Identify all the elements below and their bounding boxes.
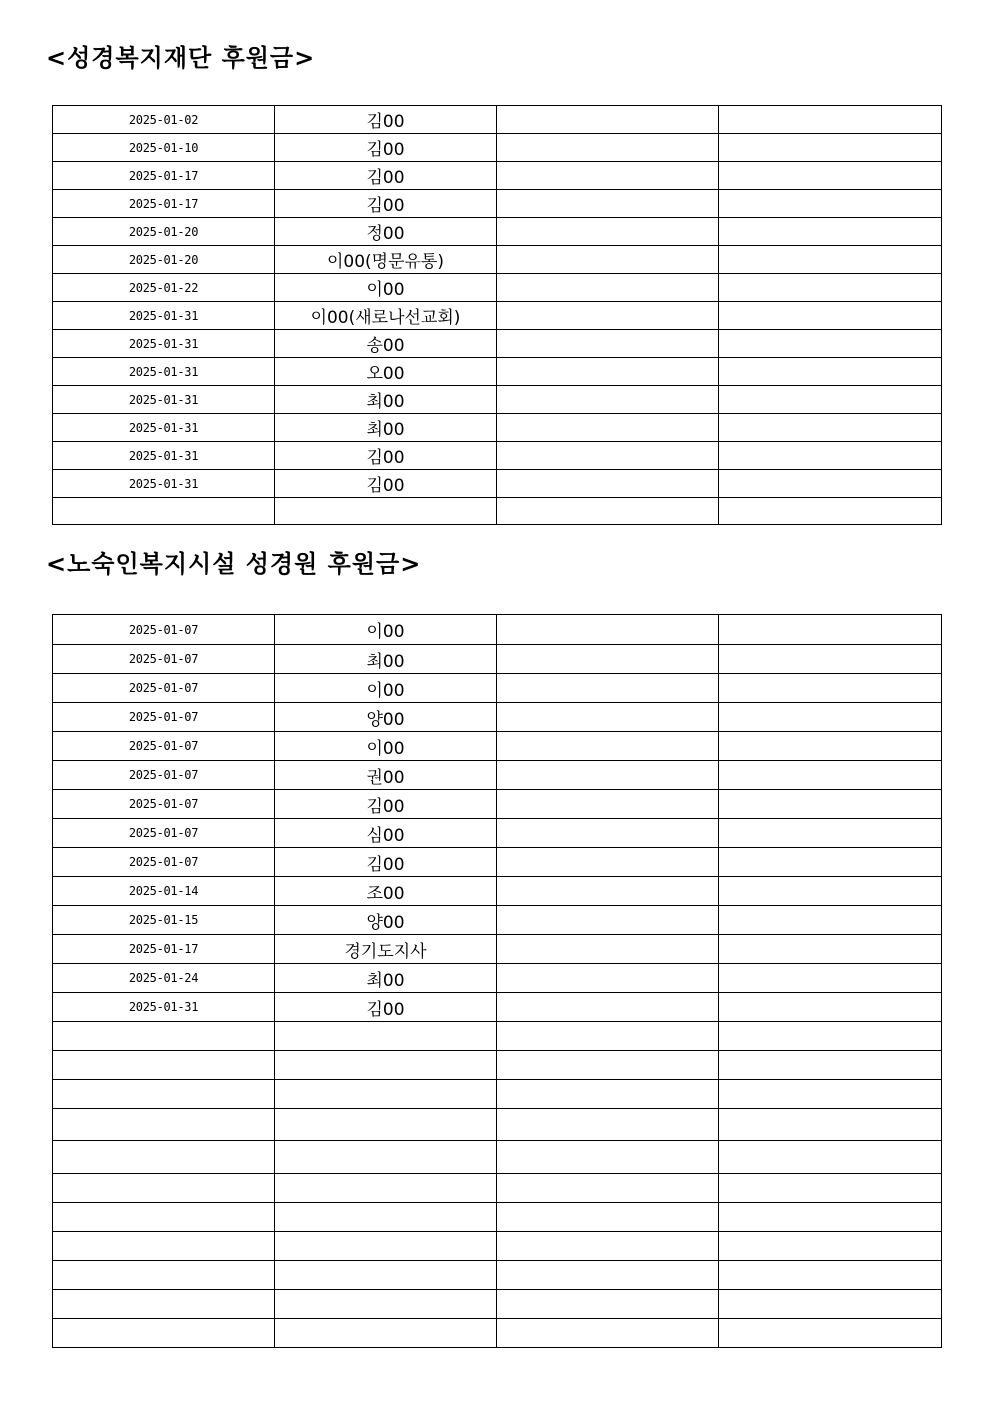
donor-cell: 양00 xyxy=(275,906,497,935)
date-cell: 2025-01-15 xyxy=(53,906,275,935)
date-cell xyxy=(53,1080,275,1109)
empty-cell xyxy=(719,1109,942,1141)
date-cell: 2025-01-24 xyxy=(53,964,275,993)
empty-cell xyxy=(497,1261,719,1290)
date-cell: 2025-01-07 xyxy=(53,819,275,848)
date-cell xyxy=(53,1203,275,1232)
table-row xyxy=(53,1203,942,1232)
donor-cell xyxy=(275,1051,497,1080)
donor-cell xyxy=(275,1022,497,1051)
table-row xyxy=(53,190,942,218)
donor-cell: 양00 xyxy=(275,703,497,732)
donor-cell: 김00 xyxy=(275,993,497,1022)
empty-cell xyxy=(719,302,942,330)
empty-cell xyxy=(719,1319,942,1348)
table-row xyxy=(53,1319,942,1348)
date-cell: 2025-01-31 xyxy=(53,470,275,498)
empty-cell xyxy=(497,414,719,442)
empty-cell xyxy=(719,1051,942,1080)
date-cell: 2025-01-07 xyxy=(53,615,275,645)
empty-cell xyxy=(719,819,942,848)
empty-cell xyxy=(497,470,719,498)
donor-cell: 김00 xyxy=(275,162,497,190)
table-row xyxy=(53,761,942,790)
date-cell: 2025-01-31 xyxy=(53,993,275,1022)
date-cell: 2025-01-31 xyxy=(53,442,275,470)
donor-cell: 이00 xyxy=(275,274,497,302)
date-cell: 2025-01-07 xyxy=(53,761,275,790)
empty-cell xyxy=(719,790,942,819)
table-row xyxy=(53,498,942,525)
date-cell xyxy=(53,1141,275,1174)
empty-cell xyxy=(719,274,942,302)
empty-cell xyxy=(719,1261,942,1290)
empty-cell xyxy=(719,1290,942,1319)
table-row xyxy=(53,732,942,761)
donor-cell: 김00 xyxy=(275,442,497,470)
donor-cell xyxy=(275,1109,497,1141)
date-cell xyxy=(53,1261,275,1290)
empty-cell xyxy=(497,674,719,703)
donor-cell xyxy=(275,1203,497,1232)
empty-cell xyxy=(719,358,942,386)
donor-cell: 최00 xyxy=(275,645,497,674)
date-cell xyxy=(53,498,275,525)
table-row xyxy=(53,1022,942,1051)
empty-cell xyxy=(719,732,942,761)
section-title: <노숙인복지시설 성경원 후원금> xyxy=(46,550,422,578)
table-row xyxy=(53,964,942,993)
donor-cell xyxy=(275,498,497,525)
empty-cell xyxy=(497,302,719,330)
empty-cell xyxy=(497,935,719,964)
date-cell: 2025-01-07 xyxy=(53,790,275,819)
donor-cell: 조00 xyxy=(275,877,497,906)
date-cell: 2025-01-07 xyxy=(53,645,275,674)
donor-cell: 이00 xyxy=(275,674,497,703)
empty-cell xyxy=(719,1080,942,1109)
donor-cell: 정00 xyxy=(275,218,497,246)
donor-cell xyxy=(275,1232,497,1261)
empty-cell xyxy=(497,1232,719,1261)
table-row xyxy=(53,386,942,414)
empty-cell xyxy=(497,1109,719,1141)
table-row xyxy=(53,358,942,386)
donor-cell: 송00 xyxy=(275,330,497,358)
empty-cell xyxy=(497,848,719,877)
empty-cell xyxy=(497,218,719,246)
table-row xyxy=(53,645,942,674)
empty-cell xyxy=(719,134,942,162)
table-row xyxy=(53,1080,942,1109)
table-row xyxy=(53,218,942,246)
empty-cell xyxy=(497,386,719,414)
empty-cell xyxy=(719,645,942,674)
table-row xyxy=(53,470,942,498)
donor-cell: 최00 xyxy=(275,964,497,993)
donor-cell xyxy=(275,1080,497,1109)
empty-cell xyxy=(719,386,942,414)
empty-cell xyxy=(719,162,942,190)
empty-cell xyxy=(497,703,719,732)
date-cell: 2025-01-14 xyxy=(53,877,275,906)
donor-cell xyxy=(275,1261,497,1290)
empty-cell xyxy=(719,761,942,790)
section-title: <성경복지재단 후원금> xyxy=(46,44,316,72)
table-row xyxy=(53,1174,942,1203)
empty-cell xyxy=(497,134,719,162)
empty-cell xyxy=(719,106,942,134)
table-row xyxy=(53,414,942,442)
date-cell: 2025-01-31 xyxy=(53,414,275,442)
empty-cell xyxy=(719,470,942,498)
empty-cell xyxy=(719,674,942,703)
table-row xyxy=(53,615,942,645)
empty-cell xyxy=(497,1174,719,1203)
date-cell: 2025-01-17 xyxy=(53,162,275,190)
empty-cell xyxy=(719,1141,942,1174)
date-cell xyxy=(53,1290,275,1319)
donor-cell: 최00 xyxy=(275,414,497,442)
date-cell: 2025-01-31 xyxy=(53,358,275,386)
table-row xyxy=(53,848,942,877)
empty-cell xyxy=(719,246,942,274)
date-cell xyxy=(53,1232,275,1261)
donor-cell: 김00 xyxy=(275,470,497,498)
empty-cell xyxy=(497,993,719,1022)
donor-cell: 김00 xyxy=(275,790,497,819)
donation-table xyxy=(52,614,942,1348)
date-cell xyxy=(53,1022,275,1051)
empty-cell xyxy=(497,330,719,358)
empty-cell xyxy=(497,790,719,819)
empty-cell xyxy=(719,1174,942,1203)
date-cell: 2025-01-31 xyxy=(53,386,275,414)
donor-cell: 오00 xyxy=(275,358,497,386)
donor-cell: 김00 xyxy=(275,848,497,877)
donor-cell: 이00(명문유통) xyxy=(275,246,497,274)
donor-cell: 경기도지사 xyxy=(275,935,497,964)
empty-cell xyxy=(497,877,719,906)
empty-cell xyxy=(719,935,942,964)
table-row xyxy=(53,162,942,190)
table-row xyxy=(53,703,942,732)
empty-cell xyxy=(719,1232,942,1261)
empty-cell xyxy=(497,274,719,302)
date-cell: 2025-01-10 xyxy=(53,134,275,162)
table-row xyxy=(53,246,942,274)
empty-cell xyxy=(719,190,942,218)
donation-table xyxy=(52,105,942,525)
empty-cell xyxy=(497,162,719,190)
empty-cell xyxy=(497,1319,719,1348)
empty-cell xyxy=(719,964,942,993)
empty-cell xyxy=(719,993,942,1022)
date-cell: 2025-01-20 xyxy=(53,218,275,246)
donor-cell: 최00 xyxy=(275,386,497,414)
empty-cell xyxy=(719,414,942,442)
empty-cell xyxy=(497,190,719,218)
empty-cell xyxy=(719,877,942,906)
empty-cell xyxy=(497,1141,719,1174)
empty-cell xyxy=(497,906,719,935)
empty-cell xyxy=(719,498,942,525)
donor-cell: 이00 xyxy=(275,615,497,645)
donor-cell: 김00 xyxy=(275,134,497,162)
empty-cell xyxy=(497,615,719,645)
date-cell: 2025-01-17 xyxy=(53,190,275,218)
empty-cell xyxy=(497,645,719,674)
empty-cell xyxy=(719,1022,942,1051)
empty-cell xyxy=(719,703,942,732)
date-cell xyxy=(53,1319,275,1348)
empty-cell xyxy=(497,246,719,274)
empty-cell xyxy=(497,442,719,470)
donor-cell: 이00(새로나선교회) xyxy=(275,302,497,330)
date-cell: 2025-01-07 xyxy=(53,848,275,877)
table-row xyxy=(53,1051,942,1080)
table-row xyxy=(53,877,942,906)
donor-cell: 김00 xyxy=(275,190,497,218)
date-cell: 2025-01-07 xyxy=(53,703,275,732)
empty-cell xyxy=(497,1203,719,1232)
table-row xyxy=(53,790,942,819)
table-row xyxy=(53,330,942,358)
date-cell: 2025-01-31 xyxy=(53,302,275,330)
table-row xyxy=(53,1290,942,1319)
donor-cell xyxy=(275,1319,497,1348)
empty-cell xyxy=(719,906,942,935)
table-row xyxy=(53,1261,942,1290)
date-cell: 2025-01-20 xyxy=(53,246,275,274)
empty-cell xyxy=(497,964,719,993)
date-cell: 2025-01-02 xyxy=(53,106,275,134)
donor-cell: 권00 xyxy=(275,761,497,790)
empty-cell xyxy=(719,1203,942,1232)
table-row xyxy=(53,1109,942,1141)
table-row xyxy=(53,1232,942,1261)
donor-cell: 이00 xyxy=(275,732,497,761)
empty-cell xyxy=(719,442,942,470)
date-cell: 2025-01-22 xyxy=(53,274,275,302)
date-cell: 2025-01-31 xyxy=(53,330,275,358)
table-row xyxy=(53,1141,942,1174)
donor-cell xyxy=(275,1141,497,1174)
empty-cell xyxy=(497,819,719,848)
date-cell: 2025-01-07 xyxy=(53,732,275,761)
table-row xyxy=(53,819,942,848)
date-cell xyxy=(53,1109,275,1141)
empty-cell xyxy=(719,330,942,358)
table-row xyxy=(53,302,942,330)
date-cell xyxy=(53,1051,275,1080)
empty-cell xyxy=(497,761,719,790)
table-row xyxy=(53,935,942,964)
date-cell: 2025-01-07 xyxy=(53,674,275,703)
empty-cell xyxy=(497,106,719,134)
table-row xyxy=(53,674,942,703)
empty-cell xyxy=(719,218,942,246)
donor-cell xyxy=(275,1174,497,1203)
empty-cell xyxy=(719,615,942,645)
date-cell: 2025-01-17 xyxy=(53,935,275,964)
empty-cell xyxy=(719,848,942,877)
empty-cell xyxy=(497,732,719,761)
donor-cell: 김00 xyxy=(275,106,497,134)
table-row xyxy=(53,906,942,935)
table-row xyxy=(53,274,942,302)
donor-cell xyxy=(275,1290,497,1319)
date-cell xyxy=(53,1174,275,1203)
table-row xyxy=(53,134,942,162)
empty-cell xyxy=(497,358,719,386)
table-row xyxy=(53,993,942,1022)
empty-cell xyxy=(497,1051,719,1080)
empty-cell xyxy=(497,498,719,525)
donor-cell: 심00 xyxy=(275,819,497,848)
table-row xyxy=(53,442,942,470)
empty-cell xyxy=(497,1022,719,1051)
empty-cell xyxy=(497,1080,719,1109)
table-row xyxy=(53,106,942,134)
empty-cell xyxy=(497,1290,719,1319)
